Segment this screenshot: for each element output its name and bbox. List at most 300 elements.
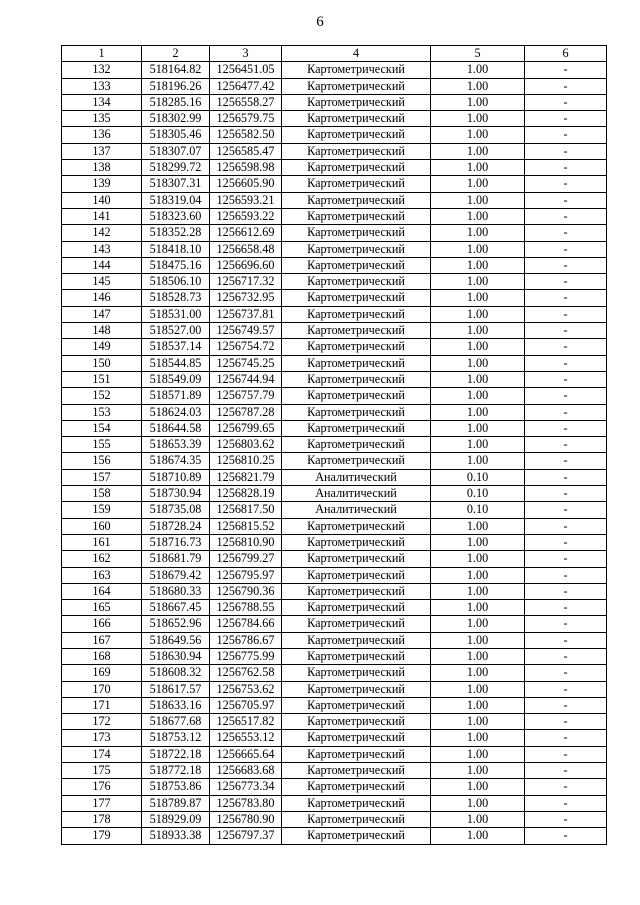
column-header: 3 bbox=[210, 46, 282, 62]
table-row bbox=[62, 616, 607, 632]
table-row bbox=[62, 290, 607, 306]
table-row bbox=[62, 453, 607, 469]
method-cell: Картометрический bbox=[282, 306, 431, 322]
point-number-cell: 158 bbox=[62, 486, 142, 502]
x-coordinate-cell: 518537.14 bbox=[142, 339, 210, 355]
note-cell: - bbox=[525, 697, 607, 713]
method-cell: Картометрический bbox=[282, 746, 431, 762]
method-cell: Картометрический bbox=[282, 257, 431, 273]
accuracy-cell: 0.10 bbox=[431, 469, 525, 485]
method-cell: Картометрический bbox=[282, 779, 431, 795]
table-row bbox=[62, 371, 607, 387]
note-cell: - bbox=[525, 681, 607, 697]
table-row bbox=[62, 225, 607, 241]
y-coordinate-cell: 1256582.50 bbox=[210, 127, 282, 143]
method-cell: Картометрический bbox=[282, 567, 431, 583]
y-coordinate-cell: 1256753.62 bbox=[210, 681, 282, 697]
method-cell: Картометрический bbox=[282, 176, 431, 192]
x-coordinate-cell: 518527.00 bbox=[142, 323, 210, 339]
point-number-cell: 175 bbox=[62, 763, 142, 779]
x-coordinate-cell: 518680.33 bbox=[142, 583, 210, 599]
point-number-cell: 160 bbox=[62, 518, 142, 534]
accuracy-cell: 1.00 bbox=[431, 811, 525, 827]
point-number-cell: 162 bbox=[62, 551, 142, 567]
accuracy-cell: 1.00 bbox=[431, 388, 525, 404]
note-cell: - bbox=[525, 469, 607, 485]
method-cell: Картометрический bbox=[282, 828, 431, 844]
method-cell: Картометрический bbox=[282, 600, 431, 616]
table-row bbox=[62, 518, 607, 534]
table-row bbox=[62, 274, 607, 290]
y-coordinate-cell: 1256683.68 bbox=[210, 763, 282, 779]
note-cell: - bbox=[525, 339, 607, 355]
column-header: 4 bbox=[282, 46, 431, 62]
x-coordinate-cell: 518307.31 bbox=[142, 176, 210, 192]
method-cell: Картометрический bbox=[282, 388, 431, 404]
note-cell: - bbox=[525, 192, 607, 208]
y-coordinate-cell: 1256558.27 bbox=[210, 94, 282, 110]
y-coordinate-cell: 1256803.62 bbox=[210, 437, 282, 453]
table-row bbox=[62, 795, 607, 811]
method-cell: Картометрический bbox=[282, 62, 431, 78]
method-cell: Картометрический bbox=[282, 208, 431, 224]
y-coordinate-cell: 1256780.90 bbox=[210, 811, 282, 827]
accuracy-cell: 1.00 bbox=[431, 551, 525, 567]
accuracy-cell: 1.00 bbox=[431, 290, 525, 306]
table-row bbox=[62, 143, 607, 159]
y-coordinate-cell: 1256788.55 bbox=[210, 600, 282, 616]
note-cell: - bbox=[525, 143, 607, 159]
y-coordinate-cell: 1256773.34 bbox=[210, 779, 282, 795]
point-number-cell: 178 bbox=[62, 811, 142, 827]
x-coordinate-cell: 518722.18 bbox=[142, 746, 210, 762]
point-number-cell: 149 bbox=[62, 339, 142, 355]
y-coordinate-cell: 1256745.25 bbox=[210, 355, 282, 371]
point-number-cell: 176 bbox=[62, 779, 142, 795]
method-cell: Аналитический bbox=[282, 502, 431, 518]
point-number-cell: 140 bbox=[62, 192, 142, 208]
table-row bbox=[62, 62, 607, 78]
accuracy-cell: 1.00 bbox=[431, 632, 525, 648]
table-row bbox=[62, 323, 607, 339]
table-row bbox=[62, 355, 607, 371]
table-header bbox=[62, 46, 607, 62]
y-coordinate-cell: 1256787.28 bbox=[210, 404, 282, 420]
method-cell: Картометрический bbox=[282, 763, 431, 779]
note-cell: - bbox=[525, 160, 607, 176]
method-cell: Картометрический bbox=[282, 225, 431, 241]
table-row bbox=[62, 420, 607, 436]
table-row bbox=[62, 567, 607, 583]
accuracy-cell: 1.00 bbox=[431, 437, 525, 453]
y-coordinate-cell: 1256799.65 bbox=[210, 420, 282, 436]
method-cell: Картометрический bbox=[282, 437, 431, 453]
y-coordinate-cell: 1256786.67 bbox=[210, 632, 282, 648]
table-row bbox=[62, 176, 607, 192]
note-cell: - bbox=[525, 388, 607, 404]
x-coordinate-cell: 518789.87 bbox=[142, 795, 210, 811]
table-row bbox=[62, 681, 607, 697]
accuracy-cell: 1.00 bbox=[431, 306, 525, 322]
column-header: 5 bbox=[431, 46, 525, 62]
note-cell: - bbox=[525, 453, 607, 469]
accuracy-cell: 1.00 bbox=[431, 355, 525, 371]
header-row bbox=[62, 46, 607, 62]
x-coordinate-cell: 518475.16 bbox=[142, 257, 210, 273]
note-cell: - bbox=[525, 62, 607, 78]
x-coordinate-cell: 518730.94 bbox=[142, 486, 210, 502]
point-number-cell: 167 bbox=[62, 632, 142, 648]
y-coordinate-cell: 1256775.99 bbox=[210, 648, 282, 664]
note-cell: - bbox=[525, 176, 607, 192]
note-cell: - bbox=[525, 665, 607, 681]
table-row bbox=[62, 746, 607, 762]
method-cell: Картометрический bbox=[282, 697, 431, 713]
x-coordinate-cell: 518418.10 bbox=[142, 241, 210, 257]
point-number-cell: 138 bbox=[62, 160, 142, 176]
accuracy-cell: 1.00 bbox=[431, 730, 525, 746]
accuracy-cell: 1.00 bbox=[431, 78, 525, 94]
y-coordinate-cell: 1256665.64 bbox=[210, 746, 282, 762]
method-cell: Картометрический bbox=[282, 795, 431, 811]
y-coordinate-cell: 1256593.21 bbox=[210, 192, 282, 208]
x-coordinate-cell: 518728.24 bbox=[142, 518, 210, 534]
x-coordinate-cell: 518633.16 bbox=[142, 697, 210, 713]
method-cell: Картометрический bbox=[282, 143, 431, 159]
x-coordinate-cell: 518571.89 bbox=[142, 388, 210, 404]
table-row bbox=[62, 208, 607, 224]
method-cell: Картометрический bbox=[282, 681, 431, 697]
x-coordinate-cell: 518528.73 bbox=[142, 290, 210, 306]
note-cell: - bbox=[525, 583, 607, 599]
note-cell: - bbox=[525, 78, 607, 94]
accuracy-cell: 1.00 bbox=[431, 404, 525, 420]
table-row bbox=[62, 241, 607, 257]
point-number-cell: 151 bbox=[62, 371, 142, 387]
y-coordinate-cell: 1256784.66 bbox=[210, 616, 282, 632]
table-row bbox=[62, 127, 607, 143]
method-cell: Картометрический bbox=[282, 94, 431, 110]
method-cell: Картометрический bbox=[282, 518, 431, 534]
x-coordinate-cell: 518531.00 bbox=[142, 306, 210, 322]
accuracy-cell: 1.00 bbox=[431, 208, 525, 224]
accuracy-cell: 1.00 bbox=[431, 697, 525, 713]
table-row bbox=[62, 648, 607, 664]
note-cell: - bbox=[525, 290, 607, 306]
method-cell: Картометрический bbox=[282, 551, 431, 567]
x-coordinate-cell: 518681.79 bbox=[142, 551, 210, 567]
point-number-cell: 139 bbox=[62, 176, 142, 192]
x-coordinate-cell: 518652.96 bbox=[142, 616, 210, 632]
x-coordinate-cell: 518307.07 bbox=[142, 143, 210, 159]
method-cell: Картометрический bbox=[282, 730, 431, 746]
y-coordinate-cell: 1256579.75 bbox=[210, 111, 282, 127]
point-number-cell: 161 bbox=[62, 534, 142, 550]
point-number-cell: 136 bbox=[62, 127, 142, 143]
accuracy-cell: 1.00 bbox=[431, 665, 525, 681]
note-cell: - bbox=[525, 94, 607, 110]
accuracy-cell: 1.00 bbox=[431, 323, 525, 339]
note-cell: - bbox=[525, 518, 607, 534]
note-cell: - bbox=[525, 323, 607, 339]
table-row bbox=[62, 583, 607, 599]
y-coordinate-cell: 1256553.12 bbox=[210, 730, 282, 746]
y-coordinate-cell: 1256797.37 bbox=[210, 828, 282, 844]
accuracy-cell: 0.10 bbox=[431, 502, 525, 518]
x-coordinate-cell: 518674.35 bbox=[142, 453, 210, 469]
note-cell: - bbox=[525, 404, 607, 420]
coordinates-table bbox=[61, 45, 607, 845]
accuracy-cell: 1.00 bbox=[431, 192, 525, 208]
note-cell: - bbox=[525, 632, 607, 648]
method-cell: Аналитический bbox=[282, 486, 431, 502]
method-cell: Картометрический bbox=[282, 160, 431, 176]
note-cell: - bbox=[525, 257, 607, 273]
note-cell: - bbox=[525, 600, 607, 616]
table-row bbox=[62, 730, 607, 746]
table-row bbox=[62, 763, 607, 779]
y-coordinate-cell: 1256658.48 bbox=[210, 241, 282, 257]
x-coordinate-cell: 518196.26 bbox=[142, 78, 210, 94]
note-cell: - bbox=[525, 567, 607, 583]
accuracy-cell: 1.00 bbox=[431, 420, 525, 436]
accuracy-cell: 1.00 bbox=[431, 160, 525, 176]
accuracy-cell: 1.00 bbox=[431, 600, 525, 616]
y-coordinate-cell: 1256598.98 bbox=[210, 160, 282, 176]
note-cell: - bbox=[525, 306, 607, 322]
y-coordinate-cell: 1256783.80 bbox=[210, 795, 282, 811]
page-number: 6 bbox=[316, 14, 324, 30]
method-cell: Картометрический bbox=[282, 420, 431, 436]
table-row bbox=[62, 160, 607, 176]
x-coordinate-cell: 518667.45 bbox=[142, 600, 210, 616]
method-cell: Аналитический bbox=[282, 469, 431, 485]
table-body bbox=[62, 62, 607, 844]
point-number-cell: 170 bbox=[62, 681, 142, 697]
method-cell: Картометрический bbox=[282, 534, 431, 550]
y-coordinate-cell: 1256477.42 bbox=[210, 78, 282, 94]
point-number-cell: 179 bbox=[62, 828, 142, 844]
accuracy-cell: 1.00 bbox=[431, 714, 525, 730]
table-row bbox=[62, 697, 607, 713]
note-cell: - bbox=[525, 502, 607, 518]
y-coordinate-cell: 1256744.94 bbox=[210, 371, 282, 387]
y-coordinate-cell: 1256517.82 bbox=[210, 714, 282, 730]
accuracy-cell: 1.00 bbox=[431, 176, 525, 192]
y-coordinate-cell: 1256605.90 bbox=[210, 176, 282, 192]
table-row bbox=[62, 94, 607, 110]
point-number-cell: 137 bbox=[62, 143, 142, 159]
x-coordinate-cell: 518302.99 bbox=[142, 111, 210, 127]
table-row bbox=[62, 534, 607, 550]
method-cell: Картометрический bbox=[282, 274, 431, 290]
note-cell: - bbox=[525, 420, 607, 436]
point-number-cell: 144 bbox=[62, 257, 142, 273]
method-cell: Картометрический bbox=[282, 192, 431, 208]
note-cell: - bbox=[525, 763, 607, 779]
point-number-cell: 133 bbox=[62, 78, 142, 94]
method-cell: Картометрический bbox=[282, 241, 431, 257]
x-coordinate-cell: 518679.42 bbox=[142, 567, 210, 583]
note-cell: - bbox=[525, 828, 607, 844]
x-coordinate-cell: 518929.09 bbox=[142, 811, 210, 827]
x-coordinate-cell: 518305.46 bbox=[142, 127, 210, 143]
point-number-cell: 150 bbox=[62, 355, 142, 371]
accuracy-cell: 1.00 bbox=[431, 225, 525, 241]
point-number-cell: 156 bbox=[62, 453, 142, 469]
x-coordinate-cell: 518753.12 bbox=[142, 730, 210, 746]
point-number-cell: 157 bbox=[62, 469, 142, 485]
table-row bbox=[62, 828, 607, 844]
x-coordinate-cell: 518506.10 bbox=[142, 274, 210, 290]
point-number-cell: 145 bbox=[62, 274, 142, 290]
x-coordinate-cell: 518617.57 bbox=[142, 681, 210, 697]
point-number-cell: 146 bbox=[62, 290, 142, 306]
y-coordinate-cell: 1256810.90 bbox=[210, 534, 282, 550]
accuracy-cell: 1.00 bbox=[431, 94, 525, 110]
accuracy-cell: 1.00 bbox=[431, 795, 525, 811]
x-coordinate-cell: 518608.32 bbox=[142, 665, 210, 681]
y-coordinate-cell: 1256717.32 bbox=[210, 274, 282, 290]
method-cell: Картометрический bbox=[282, 127, 431, 143]
y-coordinate-cell: 1256737.81 bbox=[210, 306, 282, 322]
point-number-cell: 171 bbox=[62, 697, 142, 713]
y-coordinate-cell: 1256821.79 bbox=[210, 469, 282, 485]
x-coordinate-cell: 518544.85 bbox=[142, 355, 210, 371]
note-cell: - bbox=[525, 371, 607, 387]
column-header: 6 bbox=[525, 46, 607, 62]
point-number-cell: 159 bbox=[62, 502, 142, 518]
x-coordinate-cell: 518716.73 bbox=[142, 534, 210, 550]
method-cell: Картометрический bbox=[282, 339, 431, 355]
note-cell: - bbox=[525, 746, 607, 762]
note-cell: - bbox=[525, 355, 607, 371]
point-number-cell: 154 bbox=[62, 420, 142, 436]
method-cell: Картометрический bbox=[282, 111, 431, 127]
point-number-cell: 155 bbox=[62, 437, 142, 453]
table-row bbox=[62, 192, 607, 208]
y-coordinate-cell: 1256762.58 bbox=[210, 665, 282, 681]
y-coordinate-cell: 1256696.60 bbox=[210, 257, 282, 273]
y-coordinate-cell: 1256705.97 bbox=[210, 697, 282, 713]
accuracy-cell: 1.00 bbox=[431, 453, 525, 469]
accuracy-cell: 1.00 bbox=[431, 62, 525, 78]
method-cell: Картометрический bbox=[282, 616, 431, 632]
table-row bbox=[62, 779, 607, 795]
method-cell: Картометрический bbox=[282, 453, 431, 469]
y-coordinate-cell: 1256799.27 bbox=[210, 551, 282, 567]
point-number-cell: 166 bbox=[62, 616, 142, 632]
point-number-cell: 174 bbox=[62, 746, 142, 762]
point-number-cell: 141 bbox=[62, 208, 142, 224]
point-number-cell: 165 bbox=[62, 600, 142, 616]
method-cell: Картометрический bbox=[282, 290, 431, 306]
x-coordinate-cell: 518352.28 bbox=[142, 225, 210, 241]
x-coordinate-cell: 518933.38 bbox=[142, 828, 210, 844]
table-row bbox=[62, 339, 607, 355]
table-row bbox=[62, 665, 607, 681]
y-coordinate-cell: 1256754.72 bbox=[210, 339, 282, 355]
accuracy-cell: 1.00 bbox=[431, 274, 525, 290]
accuracy-cell: 1.00 bbox=[431, 779, 525, 795]
y-coordinate-cell: 1256757.79 bbox=[210, 388, 282, 404]
note-cell: - bbox=[525, 274, 607, 290]
note-cell: - bbox=[525, 811, 607, 827]
method-cell: Картометрический bbox=[282, 323, 431, 339]
note-cell: - bbox=[525, 534, 607, 550]
point-number-cell: 169 bbox=[62, 665, 142, 681]
table-row bbox=[62, 502, 607, 518]
y-coordinate-cell: 1256612.69 bbox=[210, 225, 282, 241]
accuracy-cell: 1.00 bbox=[431, 763, 525, 779]
point-number-cell: 177 bbox=[62, 795, 142, 811]
point-number-cell: 153 bbox=[62, 404, 142, 420]
point-number-cell: 132 bbox=[62, 62, 142, 78]
note-cell: - bbox=[525, 208, 607, 224]
accuracy-cell: 1.00 bbox=[431, 828, 525, 844]
point-number-cell: 143 bbox=[62, 241, 142, 257]
table-row bbox=[62, 469, 607, 485]
method-cell: Картометрический bbox=[282, 811, 431, 827]
y-coordinate-cell: 1256732.95 bbox=[210, 290, 282, 306]
point-number-cell: 168 bbox=[62, 648, 142, 664]
y-coordinate-cell: 1256585.47 bbox=[210, 143, 282, 159]
table-row bbox=[62, 404, 607, 420]
note-cell: - bbox=[525, 730, 607, 746]
column-header: 2 bbox=[142, 46, 210, 62]
accuracy-cell: 1.00 bbox=[431, 616, 525, 632]
x-coordinate-cell: 518653.39 bbox=[142, 437, 210, 453]
accuracy-cell: 1.00 bbox=[431, 534, 525, 550]
table-row bbox=[62, 388, 607, 404]
x-coordinate-cell: 518624.03 bbox=[142, 404, 210, 420]
table-row bbox=[62, 486, 607, 502]
accuracy-cell: 1.00 bbox=[431, 257, 525, 273]
note-cell: - bbox=[525, 714, 607, 730]
table-row bbox=[62, 714, 607, 730]
x-coordinate-cell: 518772.18 bbox=[142, 763, 210, 779]
table-row bbox=[62, 600, 607, 616]
y-coordinate-cell: 1256451.05 bbox=[210, 62, 282, 78]
point-number-cell: 172 bbox=[62, 714, 142, 730]
y-coordinate-cell: 1256749.57 bbox=[210, 323, 282, 339]
x-coordinate-cell: 518164.82 bbox=[142, 62, 210, 78]
x-coordinate-cell: 518319.04 bbox=[142, 192, 210, 208]
accuracy-cell: 1.00 bbox=[431, 339, 525, 355]
column-header: 1 bbox=[62, 46, 142, 62]
table-row bbox=[62, 811, 607, 827]
note-cell: - bbox=[525, 241, 607, 257]
accuracy-cell: 1.00 bbox=[431, 583, 525, 599]
table-row bbox=[62, 551, 607, 567]
x-coordinate-cell: 518285.16 bbox=[142, 94, 210, 110]
x-coordinate-cell: 518677.68 bbox=[142, 714, 210, 730]
x-coordinate-cell: 518735.08 bbox=[142, 502, 210, 518]
x-coordinate-cell: 518323.60 bbox=[142, 208, 210, 224]
point-number-cell: 147 bbox=[62, 306, 142, 322]
table-row bbox=[62, 111, 607, 127]
y-coordinate-cell: 1256817.50 bbox=[210, 502, 282, 518]
accuracy-cell: 1.00 bbox=[431, 746, 525, 762]
accuracy-cell: 1.00 bbox=[431, 241, 525, 257]
point-number-cell: 152 bbox=[62, 388, 142, 404]
x-coordinate-cell: 518753.86 bbox=[142, 779, 210, 795]
x-coordinate-cell: 518549.09 bbox=[142, 371, 210, 387]
accuracy-cell: 1.00 bbox=[431, 143, 525, 159]
point-number-cell: 148 bbox=[62, 323, 142, 339]
method-cell: Картометрический bbox=[282, 714, 431, 730]
table-row bbox=[62, 257, 607, 273]
